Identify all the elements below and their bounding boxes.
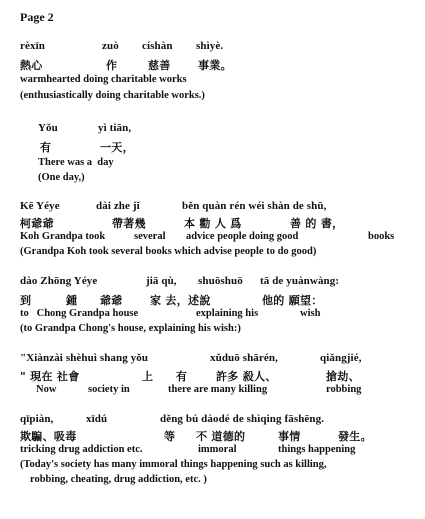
pinyin-word: "Xiànzài shèhuì shang yǒu — [20, 352, 149, 364]
english-gloss-line-1: warmhearted doing charitable works — [20, 74, 187, 85]
pinyin-word: dào Zhōng Yéye — [20, 275, 98, 287]
hanzi-word: 不 道德的 — [196, 430, 246, 443]
pinyin-word: dài zhe jǐ — [96, 200, 140, 212]
pinyin-word: zuò — [102, 40, 119, 52]
pinyin-word: Yǒu — [38, 122, 58, 134]
translation-line-6: (Today's society has many immoral things happening such as killing, — [20, 459, 327, 470]
pinyin-word: rèxīn — [20, 40, 45, 52]
page-number-label: Page 2 — [20, 10, 54, 24]
pinyin-word: Kē Yéye — [20, 200, 60, 212]
pinyin-word: tā de yuànwàng: — [260, 275, 340, 287]
hanzi-word: 鍾 — [66, 294, 78, 307]
hanzi-word: 有 — [176, 370, 188, 383]
pinyin-word: shìyè. — [196, 40, 224, 52]
english-word: robbing — [326, 384, 362, 395]
hanzi-word: 家 去，述說 — [150, 294, 211, 307]
hanzi-word: 一天， — [100, 141, 134, 154]
english-word: immoral — [198, 444, 237, 455]
hanzi-word: 發生。 — [338, 430, 372, 443]
hanzi-word: 他的 願望： — [262, 294, 323, 307]
hanzi-word: " 現在 社會 — [20, 370, 80, 383]
pinyin-word: shuōshuō — [198, 275, 243, 287]
hanzi-word: 善 的 書， — [290, 217, 344, 230]
pinyin-word: děng bú dàodé de shìqing fāshēng. — [160, 413, 325, 425]
pinyin-word: xīdú — [86, 413, 108, 425]
hanzi-word: 事業。 — [198, 59, 232, 72]
english-word: wish — [300, 308, 321, 319]
hanzi-word: 等 — [164, 430, 176, 443]
english-word: tricking drug addiction etc. — [20, 444, 143, 455]
pinyin-word: císhàn — [142, 40, 173, 52]
translation-line-4: (to Grandpa Chong's house, explaining his wish:) — [20, 323, 241, 334]
english-word: to Chong Grandpa house — [20, 308, 139, 319]
hanzi-word: 帶著幾 — [112, 217, 146, 230]
hanzi-word: 爺爺 — [100, 294, 123, 307]
pinyin-word: qīpiàn, — [20, 413, 54, 425]
english-word: Koh Grandpa took — [20, 231, 106, 242]
english-gloss-line-2: There was a day — [38, 157, 114, 168]
hanzi-word: 到 — [20, 294, 32, 307]
translation-line-1: (enthusiastically doing charitable works.) — [20, 90, 205, 101]
english-word: society in — [88, 384, 130, 395]
hanzi-word: 搶劫、 — [326, 370, 360, 383]
english-word: there are many killing — [168, 384, 268, 395]
hanzi-word: 許多 殺人、 — [216, 370, 277, 383]
pinyin-word: yì tiān, — [98, 122, 132, 134]
translation-line-2: (One day,) — [38, 172, 85, 183]
hanzi-word: 事情 — [278, 430, 301, 443]
pinyin-word: qiǎngjié, — [320, 352, 362, 364]
english-word: books — [368, 231, 395, 242]
english-word: things happening — [278, 444, 356, 455]
pinyin-word: jiā qù, — [146, 275, 177, 287]
hanzi-word: 熱心 — [20, 59, 43, 72]
hanzi-word: 本 勸 人 爲 — [184, 217, 242, 230]
pinyin-word: xǔduō shārén, — [210, 352, 278, 364]
english-word: Now — [36, 384, 57, 395]
hanzi-word: 有 — [40, 141, 52, 154]
translation-line-6b: robbing, cheating, drug addiction, etc. ) — [30, 474, 207, 485]
hanzi-word: 欺騙、吸毒 — [20, 430, 77, 443]
english-word: advice people doing good — [186, 231, 299, 242]
hanzi-word: 上 — [142, 370, 154, 383]
hanzi-word: 慈善 — [148, 59, 171, 72]
hanzi-word: 作 — [106, 59, 118, 72]
english-word: explaining his — [196, 308, 259, 319]
pinyin-word: běn quàn rén wéi shàn de shū, — [182, 200, 327, 212]
translation-line-3: (Grandpa Koh took several books which advise people to do good) — [20, 246, 317, 257]
hanzi-word: 柯爺爺 — [20, 217, 54, 230]
english-word: several — [134, 231, 166, 242]
